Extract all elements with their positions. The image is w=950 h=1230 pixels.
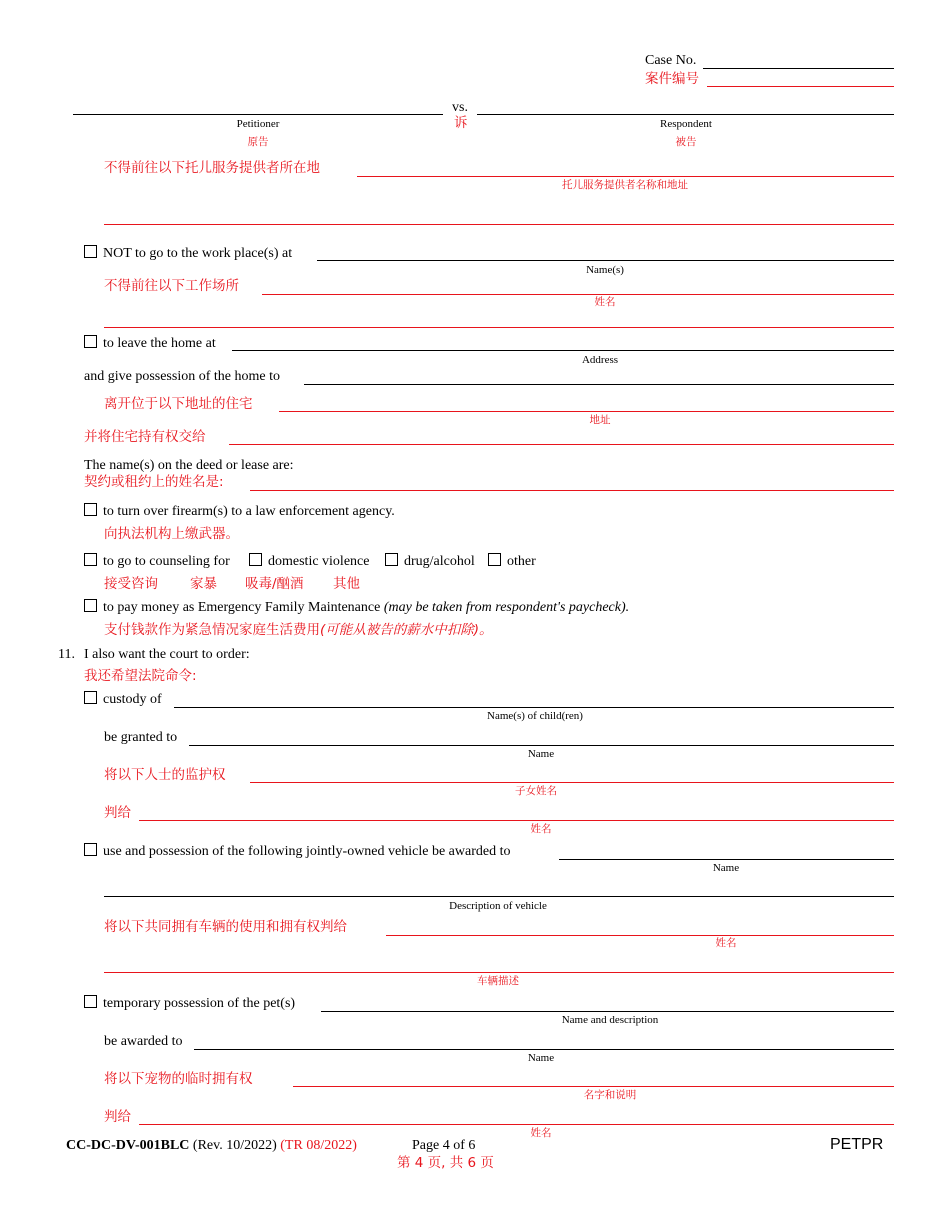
- counseling-other-label: other: [507, 554, 536, 569]
- vehicle-awardee-field[interactable]: [559, 859, 894, 860]
- pet-checkbox[interactable]: [84, 995, 97, 1008]
- case-number-label: Case No.: [645, 53, 697, 68]
- respondent-field[interactable]: [477, 114, 894, 115]
- workplace-checkbox[interactable]: [84, 245, 97, 258]
- counseling-domestic-violence-checkbox[interactable]: [249, 553, 262, 566]
- case-number-field[interactable]: [703, 68, 894, 69]
- footer-form-code: PETPR: [830, 1136, 884, 1153]
- home-checkbox[interactable]: [84, 335, 97, 348]
- respondent-caption-cn: 被告: [675, 136, 697, 148]
- case-number-field-cn-line: [707, 86, 894, 87]
- vehicle-label: use and possession of the following jointly-owned vehicle be awarded to: [103, 844, 511, 859]
- pet-description-caption: Name and description: [561, 1014, 659, 1026]
- vehicle-awardee-field-cn[interactable]: [386, 935, 894, 936]
- maintenance-label: to pay money as Emergency Family Maintenance: [103, 600, 381, 615]
- custody-label: custody of: [103, 692, 162, 707]
- childcare-caption-cn: 托儿服务提供者名称和地址: [562, 179, 688, 191]
- footer-page-number: Page 4 of 6: [412, 1138, 476, 1153]
- custody-checkbox[interactable]: [84, 691, 97, 704]
- maintenance-label-cn: 支付钱款作为紧急情况家庭生活费用: [104, 622, 320, 638]
- maintenance-line: [103, 600, 629, 616]
- petitioner-field[interactable]: [73, 114, 443, 115]
- item-11-label-cn: 我还希望法院命令:: [84, 668, 197, 684]
- counseling-other-checkbox[interactable]: [488, 553, 501, 566]
- item-11-number: 11.: [58, 647, 75, 662]
- vs-label: vs.: [452, 100, 468, 115]
- home-address-field[interactable]: [232, 350, 894, 351]
- pet-description-field[interactable]: [321, 1011, 894, 1012]
- petitioner-caption: Petitioner: [236, 118, 280, 130]
- custody-granted-label-cn: 判给: [104, 805, 131, 821]
- counseling-drug-alcohol-checkbox[interactable]: [385, 553, 398, 566]
- childcare-field-2[interactable]: [104, 224, 894, 225]
- custody-children-field[interactable]: [174, 707, 894, 708]
- maintenance-note-cn: (可能从被告的薪水中扣除)。: [320, 622, 493, 638]
- counseling-domestic-violence-label-cn: 家暴: [190, 576, 217, 592]
- childcare-field[interactable]: [357, 176, 894, 177]
- vehicle-description-field[interactable]: [104, 896, 894, 897]
- footer-translation-revision: (TR 08/2022): [280, 1138, 357, 1153]
- deed-names-field[interactable]: [250, 490, 894, 491]
- workplace-label: NOT to go to the work place(s) at: [103, 246, 293, 261]
- pet-awarded-caption: Name: [527, 1052, 555, 1064]
- vehicle-label-cn: 将以下共同拥有车辆的使用和拥有权判给: [104, 919, 347, 935]
- custody-granted-field-cn[interactable]: [139, 820, 894, 821]
- home-label: to leave the home at: [103, 336, 216, 351]
- pet-awarded-caption-cn: 姓名: [530, 1127, 552, 1139]
- deed-label-cn: 契约或租约上的姓名是:: [84, 474, 224, 490]
- counseling-label-cn: 接受咨询: [104, 576, 158, 592]
- petitioner-caption-cn: 原告: [247, 136, 269, 148]
- footer-revision: (Rev. 10/2022): [192, 1138, 277, 1153]
- footer-form-id: CC-DC-DV-001BLC: [66, 1138, 190, 1153]
- pet-description-field-cn[interactable]: [293, 1086, 894, 1087]
- vehicle-awardee-caption: Name: [712, 862, 740, 874]
- maintenance-line-cn: [104, 622, 493, 638]
- counseling-drug-alcohol-label: drug/alcohol: [404, 554, 475, 569]
- vehicle-description-caption: Description of vehicle: [449, 900, 547, 912]
- home-possession-field-cn[interactable]: [229, 444, 894, 445]
- deed-label: The name(s) on the deed or lease are:: [84, 458, 294, 473]
- custody-label-cn: 将以下人士的监护权: [104, 767, 226, 783]
- maintenance-note: (may be taken from respondent's paycheck).: [383, 600, 630, 615]
- pet-awarded-field-cn[interactable]: [139, 1124, 894, 1125]
- vehicle-checkbox[interactable]: [84, 843, 97, 856]
- vehicle-awardee-caption-cn: 姓名: [715, 937, 737, 949]
- childcare-label-cn: 不得前往以下托儿服务提供者所在地: [104, 160, 320, 176]
- footer-form-line: [66, 1138, 357, 1154]
- home-address-field-cn[interactable]: [279, 411, 894, 412]
- counseling-other-label-cn: 其他: [333, 576, 360, 592]
- vehicle-description-caption-cn: 车辆描述: [477, 975, 519, 987]
- counseling-drug-alcohol-label-cn: 吸毒/酗酒: [245, 576, 304, 592]
- custody-children-field-cn[interactable]: [250, 782, 894, 783]
- custody-granted-field[interactable]: [189, 745, 894, 746]
- item-11-label: I also want the court to order:: [84, 647, 250, 662]
- vehicle-description-field-cn[interactable]: [104, 972, 894, 973]
- case-number-label-cn: 案件编号: [645, 71, 699, 87]
- home-address-caption-cn: 地址: [589, 414, 611, 426]
- maintenance-checkbox[interactable]: [84, 599, 97, 612]
- workplace-field-2[interactable]: [104, 327, 894, 328]
- workplace-label-cn: 不得前往以下工作场所: [104, 278, 239, 294]
- home-address-caption: Address: [581, 354, 619, 366]
- counseling-domestic-violence-label: domestic violence: [268, 554, 370, 569]
- custody-children-caption-cn: 子女姓名: [515, 785, 557, 797]
- custody-granted-label: be granted to: [104, 730, 178, 745]
- workplace-caption-cn: 姓名: [594, 296, 616, 308]
- vs-label-cn: 诉: [454, 115, 468, 131]
- home-possession-label-cn: 并将住宅持有权交给: [84, 429, 206, 445]
- firearms-checkbox[interactable]: [84, 503, 97, 516]
- counseling-checkbox[interactable]: [84, 553, 97, 566]
- pet-awarded-label-cn: 判给: [104, 1109, 131, 1125]
- pet-description-caption-cn: 名字和说明: [583, 1089, 637, 1101]
- pet-awarded-label: be awarded to: [104, 1034, 183, 1049]
- custody-children-caption: Name(s) of child(ren): [487, 710, 583, 722]
- pet-awarded-field[interactable]: [194, 1049, 894, 1050]
- home-possession-label: and give possession of the home to: [84, 369, 280, 384]
- counseling-label: to go to counseling for: [103, 554, 230, 569]
- home-label-cn: 离开位于以下地址的住宅: [104, 396, 253, 412]
- workplace-caption: Name(s): [586, 264, 624, 276]
- firearms-label-cn: 向执法机构上缴武器。: [104, 526, 239, 542]
- respondent-caption: Respondent: [660, 118, 712, 130]
- custody-granted-caption-cn: 姓名: [530, 823, 552, 835]
- workplace-field[interactable]: [317, 260, 894, 261]
- firearms-label: to turn over firearm(s) to a law enforcement agency.: [103, 504, 395, 519]
- footer-page-number-cn: 第 4 页, 共 6 页: [397, 1155, 494, 1171]
- workplace-field-cn[interactable]: [262, 294, 894, 295]
- custody-granted-caption: Name: [527, 748, 555, 760]
- pet-label: temporary possession of the pet(s): [103, 996, 296, 1011]
- pet-label-cn: 将以下宠物的临时拥有权: [104, 1071, 253, 1087]
- home-possession-field[interactable]: [304, 384, 894, 385]
